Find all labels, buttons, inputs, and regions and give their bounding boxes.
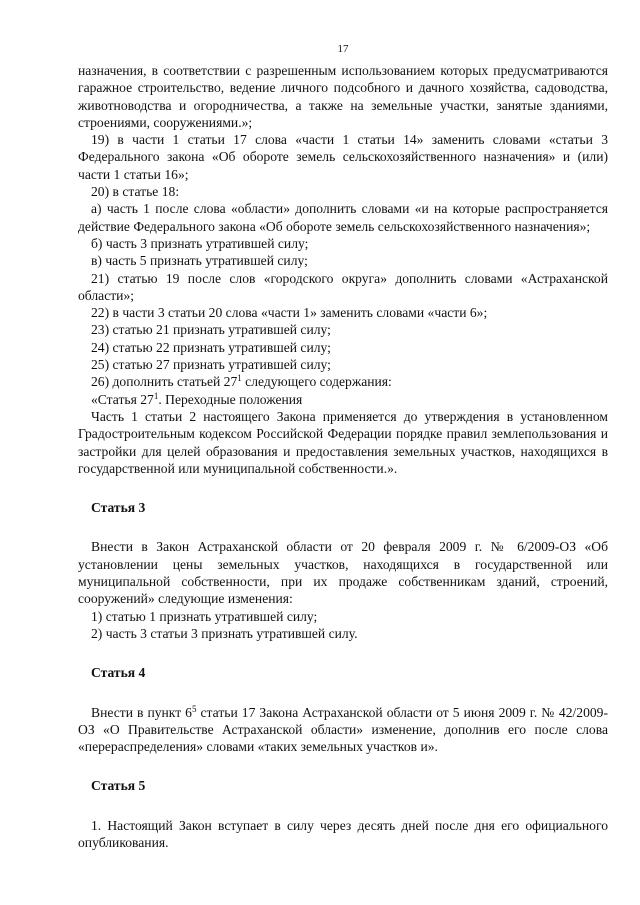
document-body [78,62,608,851]
paragraph-item-20a: а) часть 1 после слова «области» дополнить словами «и на которые распространяется действие Федерального закона «Об обороте земель сельскохозяйственного назначения»; [78,201,608,234]
paragraph-item-20v: в) часть 5 признать утратившей силу; [91,253,308,269]
article-4-heading: Статья 4 [91,665,146,681]
article-27-1-title [78,391,608,408]
superscript: 1 [237,373,242,384]
paragraph-item-19: 19) в части 1 статьи 17 слова «части 1 статьи 14» заменить словами «статьи 3 Федерального закона «Об обороте земель сельскохозяйственного назначения» и (или) части 1 статьи 16»; [78,132,608,182]
article-3-item-2: 2) часть 3 статьи 3 признать утратившей силу. [91,625,358,641]
article-5-heading: Статья 5 [91,778,146,794]
article-5-item-1: 1. Настоящий Закон вступает в силу через десять дней после дня его официального опубликования. [78,817,608,850]
paragraph-item-26-text: 26) дополнить статьей 27 [91,374,238,390]
article-3-item-1: 1) статью 1 признать утратившей силу; [91,608,318,624]
paragraph-item-24: 24) статью 22 признать утратившей силу; [91,339,331,355]
paragraph-item-20b: б) часть 3 признать утратившей силу; [91,235,309,251]
paragraph-item-23: 23) статью 21 признать утратившей силу; [91,322,331,338]
article-4-text-rest: статьи 17 Закона Астраханской области от 5 июня 2009 г. № 42/2009-ОЗ «О Правительстве Астраханской области» изменение, дополнив его после слова «перераспределения» словами «таких земельных участков и». [78,704,608,755]
article-3-intro: Внести в Закон Астраханской области от 20 февраля 2009 г. № 6/2009-ОЗ «Об установлении цены земельных участков, находящихся в государственной или муниципальной собственности, при их продаже собственникам зданий, строений, сооружений» следующие изменения: [78,539,608,607]
paragraph-item-25: 25) статью 27 признать утратившей силу; [91,357,331,373]
article-27-1-title-text: «Статья 27 [91,391,154,407]
article-4-text [78,704,608,756]
page-number: 17 [337,43,349,55]
article-27-1-text: Часть 1 статьи 2 настоящего Закона применяется до утверждения в установленном Градостроительным кодексом Российской Федерации порядке правил землепользования и застройки для целей образования и предоставления земельных участков, находящихся в государственной или муниципальной собственности.». [78,408,608,476]
paragraph-item-21: 21) статью 19 после слов «городского округа» дополнить словами «Астраханской области»; [78,270,608,303]
superscript: 5 [191,703,197,714]
article-4-text-start: Внести в пункт 6 [91,704,192,720]
paragraph-item-26 [78,373,608,390]
paragraph-item-26-tail: следующего содержания: [241,374,392,390]
article-3-heading: Статья 3 [91,500,146,516]
article-27-1-title-tail: . Переходные положения [158,391,303,407]
paragraph-item-22: 22) в части 3 статьи 20 слова «части 1» заменить словами «части 6»; [91,305,488,321]
paragraph-item-20: 20) в статье 18: [91,184,180,200]
superscript: 1 [153,390,159,401]
paragraph-continuation: назначения, в соответствии с разрешенным использованием которых предусматриваются гаражное строительство, ведение личного подсобного и дачного хозяйства, садоводства, животноводства и огородничества, а также на земельные участки, занятые зданиями, строениями, сооружениями.»; [78,63,608,130]
